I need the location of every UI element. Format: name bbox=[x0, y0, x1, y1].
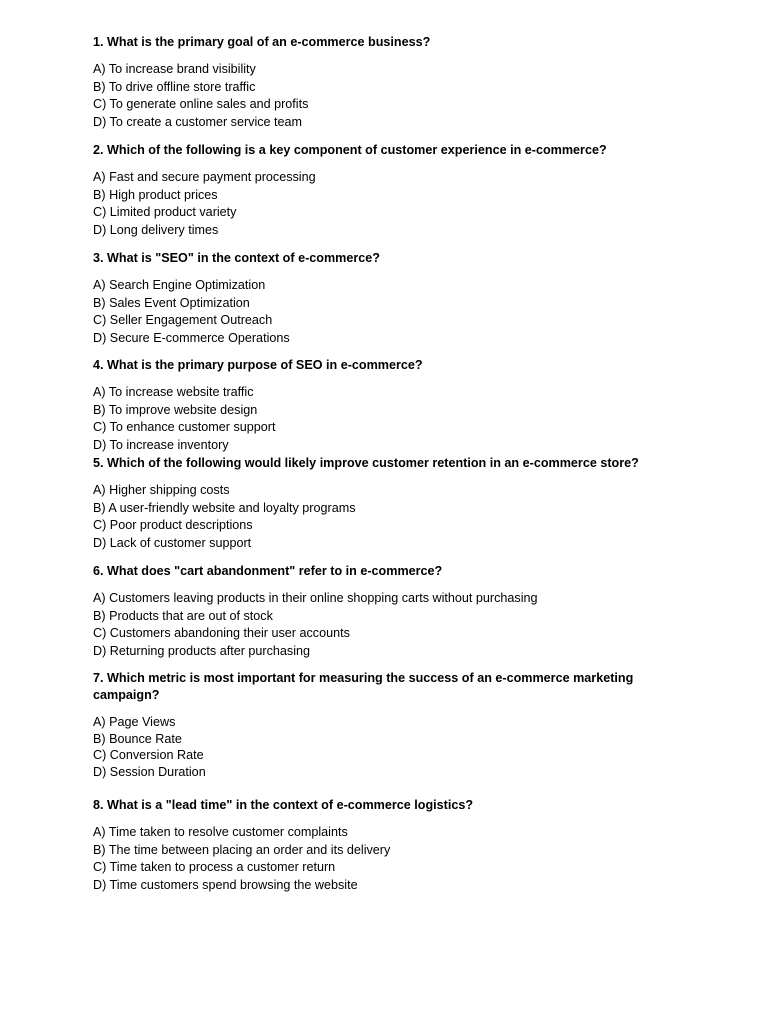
option: B) Bounce Rate bbox=[93, 731, 182, 746]
option: B) The time between placing an order and its delivery bbox=[93, 842, 391, 857]
option: C) To enhance customer support bbox=[93, 420, 276, 435]
option: D) Time customers spend browsing the website bbox=[93, 877, 358, 892]
option: B) Products that are out of stock bbox=[93, 608, 273, 623]
option: D) Session Duration bbox=[93, 764, 206, 779]
question-title: 2. Which of the following is a key component of customer experience in e-commerce? bbox=[93, 143, 607, 157]
option-list bbox=[93, 714, 653, 780]
option-list bbox=[93, 824, 653, 894]
question-5 bbox=[93, 455, 653, 552]
question-title: 5. Which of the following would likely improve customer retention in an e-commerce store? bbox=[93, 456, 639, 470]
option: D) Long delivery times bbox=[93, 222, 219, 237]
question-title: 8. What is a "lead time" in the context of e-commerce logistics? bbox=[93, 798, 474, 812]
option-list bbox=[93, 169, 653, 239]
question-8 bbox=[93, 797, 653, 894]
option: C) Seller Engagement Outreach bbox=[93, 313, 273, 328]
option: D) Lack of customer support bbox=[93, 535, 252, 550]
option: B) A user-friendly website and loyalty programs bbox=[93, 500, 356, 515]
option: D) Returning products after purchasing bbox=[93, 643, 311, 658]
option: C) Conversion Rate bbox=[93, 748, 204, 763]
option: C) Poor product descriptions bbox=[93, 518, 253, 533]
option: D) To increase inventory bbox=[93, 437, 229, 452]
option: A) To increase brand visibility bbox=[93, 62, 256, 76]
question-title: 7. Which metric is most important for measuring the success of an e-commerce marketing campaign? bbox=[93, 671, 634, 702]
option: C) Limited product variety bbox=[93, 205, 237, 220]
question-7 bbox=[93, 670, 653, 780]
option-list bbox=[93, 277, 653, 347]
option: A) Time taken to resolve customer complaints bbox=[93, 825, 348, 839]
option: C) Customers abandoning their user accounts bbox=[93, 626, 350, 641]
question-3 bbox=[93, 250, 653, 347]
option: B) To improve website design bbox=[93, 402, 258, 417]
option: B) Sales Event Optimization bbox=[93, 295, 250, 310]
option-list bbox=[93, 590, 653, 660]
option: A) Fast and secure payment processing bbox=[93, 170, 316, 184]
question-6 bbox=[93, 563, 653, 660]
option: D) To create a customer service team bbox=[93, 114, 303, 129]
option: C) Time taken to process a customer return bbox=[93, 860, 336, 875]
option-list bbox=[93, 384, 653, 454]
option: B) High product prices bbox=[93, 187, 218, 202]
option: A) To increase website traffic bbox=[93, 385, 254, 399]
option-list bbox=[93, 482, 653, 552]
option: A) Search Engine Optimization bbox=[93, 278, 266, 292]
question-title: 4. What is the primary purpose of SEO in e-commerce? bbox=[93, 358, 423, 372]
question-title: 1. What is the primary goal of an e-commerce business? bbox=[93, 35, 431, 49]
option: B) To drive offline store traffic bbox=[93, 79, 256, 94]
option: A) Customers leaving products in their online shopping carts without purchasing bbox=[93, 591, 538, 605]
option: A) Page Views bbox=[93, 715, 176, 729]
question-1 bbox=[93, 34, 653, 131]
option-list bbox=[93, 61, 653, 131]
question-4 bbox=[93, 357, 653, 454]
option: D) Secure E-commerce Operations bbox=[93, 330, 290, 345]
question-2 bbox=[93, 142, 653, 239]
question-title: 3. What is "SEO" in the context of e-commerce? bbox=[93, 251, 380, 265]
option: C) To generate online sales and profits bbox=[93, 97, 309, 112]
question-title: 6. What does "cart abandonment" refer to in e-commerce? bbox=[93, 564, 443, 578]
option: A) Higher shipping costs bbox=[93, 483, 230, 497]
